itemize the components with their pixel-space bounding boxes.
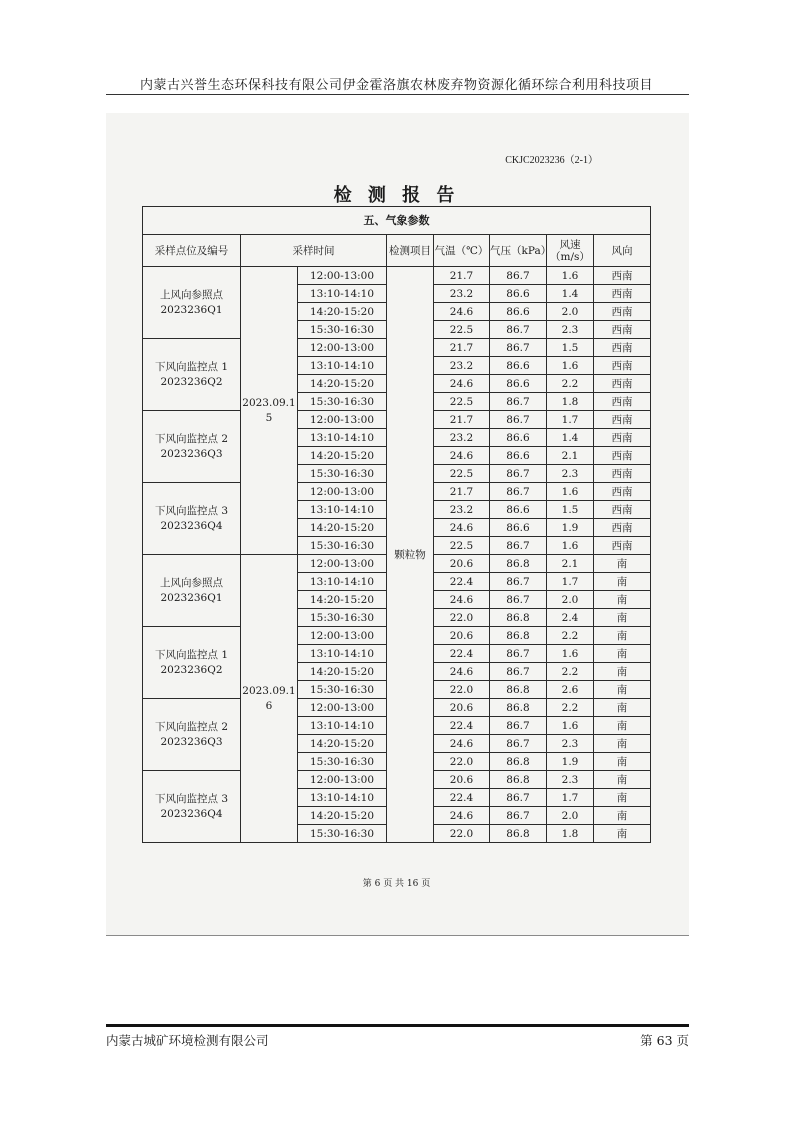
wind-speed-cell: 2.0 — [547, 591, 594, 609]
wind-speed-cell: 2.2 — [547, 663, 594, 681]
temperature-cell: 22.0 — [434, 825, 490, 843]
wind-speed-cell: 1.9 — [547, 753, 594, 771]
wind-direction-cell: 西南 — [594, 267, 651, 285]
wind-speed-cell: 1.8 — [547, 393, 594, 411]
temperature-cell: 24.6 — [434, 663, 490, 681]
pressure-cell: 86.8 — [490, 555, 547, 573]
pressure-cell: 86.7 — [490, 537, 547, 555]
wind-direction-cell: 西南 — [594, 375, 651, 393]
site-cell — [143, 339, 241, 411]
wind-direction-cell: 南 — [594, 789, 651, 807]
sampling-time-cell: 15:30-16:30 — [298, 465, 387, 483]
pressure-cell: 86.7 — [490, 321, 547, 339]
sampling-time-cell: 13:10-14:10 — [298, 285, 387, 303]
site-code: 2023236Q2 — [160, 375, 223, 388]
document-header-title: 内蒙古兴誉生态环保科技有限公司伊金霍洛旗农林废弃物资源化循环综合利用科技项目 — [139, 78, 653, 93]
temperature-cell: 24.6 — [434, 375, 490, 393]
pressure-cell: 86.8 — [490, 753, 547, 771]
sampling-time-cell: 13:10-14:10 — [298, 717, 387, 735]
temperature-cell: 21.7 — [434, 267, 490, 285]
sampling-time-cell: 15:30-16:30 — [298, 609, 387, 627]
temperature-cell: 22.4 — [434, 573, 490, 591]
site-name: 下风向监控点 2 — [154, 432, 229, 445]
pressure-cell: 86.6 — [490, 303, 547, 321]
pressure-cell: 86.7 — [490, 663, 547, 681]
site-code: 2023236Q4 — [160, 519, 223, 532]
pressure-cell: 86.6 — [490, 375, 547, 393]
wind-speed-cell: 2.3 — [547, 771, 594, 789]
site-name: 上风向参照点 — [160, 576, 223, 589]
wind-direction-cell: 南 — [594, 771, 651, 789]
temperature-cell: 21.7 — [434, 339, 490, 357]
meteorological-table-container — [142, 206, 650, 843]
pressure-cell: 86.8 — [490, 627, 547, 645]
temperature-cell: 22.0 — [434, 753, 490, 771]
pressure-cell: 86.7 — [490, 735, 547, 753]
temperature-cell: 22.4 — [434, 789, 490, 807]
pressure-cell: 86.6 — [490, 447, 547, 465]
wind-direction-cell: 南 — [594, 573, 651, 591]
sampling-time-cell: 15:30-16:30 — [298, 681, 387, 699]
site-code: 2023236Q1 — [160, 591, 223, 604]
sampling-time-cell: 13:10-14:10 — [298, 645, 387, 663]
wind-speed-cell: 1.4 — [547, 285, 594, 303]
site-cell — [143, 555, 241, 627]
temperature-cell: 21.7 — [434, 483, 490, 501]
wind-speed-cell: 1.5 — [547, 501, 594, 519]
column-header-wind-direction: 风向 — [594, 235, 651, 267]
wind-direction-cell: 西南 — [594, 339, 651, 357]
column-header-item: 检测项目 — [387, 235, 434, 267]
site-name: 下风向监控点 1 — [154, 648, 229, 661]
wind-speed-cell: 1.6 — [547, 357, 594, 375]
sampling-time-cell: 15:30-16:30 — [298, 753, 387, 771]
wind-direction-cell: 南 — [594, 825, 651, 843]
pressure-cell: 86.7 — [490, 339, 547, 357]
column-header-time: 采样时间 — [241, 235, 387, 267]
temperature-cell: 22.4 — [434, 645, 490, 663]
wind-speed-cell: 1.4 — [547, 429, 594, 447]
pressure-cell: 86.8 — [490, 699, 547, 717]
wind-direction-cell: 南 — [594, 699, 651, 717]
column-header-wind-speed: 风速（m/s） — [547, 235, 594, 267]
temperature-cell: 22.5 — [434, 465, 490, 483]
wind-speed-cell: 2.2 — [547, 699, 594, 717]
pressure-cell: 86.7 — [490, 807, 547, 825]
sampling-time-cell: 12:00-13:00 — [298, 411, 387, 429]
wind-speed-cell: 2.0 — [547, 807, 594, 825]
wind-direction-cell: 西南 — [594, 411, 651, 429]
site-cell — [143, 483, 241, 555]
wind-direction-cell: 西南 — [594, 465, 651, 483]
temperature-cell: 22.5 — [434, 393, 490, 411]
wind-speed-cell: 2.3 — [547, 321, 594, 339]
wind-direction-cell: 西南 — [594, 285, 651, 303]
pressure-cell: 86.7 — [490, 393, 547, 411]
temperature-cell: 24.6 — [434, 303, 490, 321]
site-cell — [143, 771, 241, 843]
pressure-cell: 86.6 — [490, 429, 547, 447]
wind-speed-cell: 2.1 — [547, 555, 594, 573]
temperature-cell: 24.6 — [434, 735, 490, 753]
pressure-cell: 86.7 — [490, 789, 547, 807]
wind-speed-cell: 2.0 — [547, 303, 594, 321]
wind-direction-cell: 南 — [594, 627, 651, 645]
sampling-time-cell: 12:00-13:00 — [298, 339, 387, 357]
site-name: 下风向监控点 3 — [154, 504, 229, 517]
sampling-date-cell: 2023.09.15 — [241, 267, 298, 555]
meteorological-table — [142, 206, 651, 843]
site-code: 2023236Q3 — [160, 735, 223, 748]
wind-direction-cell: 西南 — [594, 393, 651, 411]
wind-direction-cell: 西南 — [594, 447, 651, 465]
wind-direction-cell: 西南 — [594, 501, 651, 519]
sampling-time-cell: 14:20-15:20 — [298, 303, 387, 321]
sampling-time-cell: 14:20-15:20 — [298, 807, 387, 825]
sampling-time-cell: 12:00-13:00 — [298, 699, 387, 717]
pressure-cell: 86.8 — [490, 609, 547, 627]
pressure-cell: 86.7 — [490, 717, 547, 735]
pressure-cell: 86.6 — [490, 501, 547, 519]
temperature-cell: 22.5 — [434, 321, 490, 339]
wind-speed-cell: 1.6 — [547, 645, 594, 663]
section-heading: 五、气象参数 — [143, 207, 651, 235]
temperature-cell: 20.6 — [434, 771, 490, 789]
sampling-time-cell: 14:20-15:20 — [298, 375, 387, 393]
wind-speed-cell: 1.6 — [547, 537, 594, 555]
pressure-cell: 86.6 — [490, 357, 547, 375]
pressure-cell: 86.7 — [490, 483, 547, 501]
pressure-cell: 86.7 — [490, 267, 547, 285]
wind-speed-cell: 2.3 — [547, 735, 594, 753]
pressure-cell: 86.7 — [490, 645, 547, 663]
wind-speed-cell: 1.7 — [547, 411, 594, 429]
sampling-time-cell: 14:20-15:20 — [298, 591, 387, 609]
header-divider — [106, 94, 689, 95]
wind-direction-cell: 南 — [594, 807, 651, 825]
sampling-time-cell: 14:20-15:20 — [298, 735, 387, 753]
sampling-time-cell: 12:00-13:00 — [298, 555, 387, 573]
site-code: 2023236Q3 — [160, 447, 223, 460]
temperature-cell: 23.2 — [434, 285, 490, 303]
temperature-cell: 24.6 — [434, 591, 490, 609]
site-name: 下风向监控点 2 — [154, 720, 229, 733]
wind-direction-cell: 南 — [594, 609, 651, 627]
site-code: 2023236Q4 — [160, 807, 223, 820]
temperature-cell: 24.6 — [434, 807, 490, 825]
pressure-cell: 86.7 — [490, 411, 547, 429]
sampling-time-cell: 13:10-14:10 — [298, 573, 387, 591]
wind-direction-cell: 西南 — [594, 357, 651, 375]
sampling-time-cell: 14:20-15:20 — [298, 663, 387, 681]
site-name: 上风向参照点 — [160, 288, 223, 301]
wind-speed-cell: 2.2 — [547, 375, 594, 393]
sampling-time-cell: 12:00-13:00 — [298, 627, 387, 645]
sampling-time-cell: 13:10-14:10 — [298, 789, 387, 807]
site-code: 2023236Q2 — [160, 663, 223, 676]
report-title: 检 测 报 告 — [333, 185, 460, 206]
sampling-time-cell: 13:10-14:10 — [298, 501, 387, 519]
site-name: 下风向监控点 1 — [154, 360, 229, 373]
temperature-cell: 22.0 — [434, 681, 490, 699]
temperature-cell: 23.2 — [434, 429, 490, 447]
wind-speed-cell: 1.9 — [547, 519, 594, 537]
temperature-cell: 24.6 — [434, 519, 490, 537]
column-header-temperature: 气温（℃） — [434, 235, 490, 267]
wind-direction-cell: 南 — [594, 735, 651, 753]
pressure-cell: 86.7 — [490, 573, 547, 591]
pressure-cell: 86.8 — [490, 771, 547, 789]
wind-speed-cell: 1.7 — [547, 789, 594, 807]
column-header-pressure: 气压（kPa） — [490, 235, 547, 267]
pressure-cell: 86.8 — [490, 825, 547, 843]
sampling-time-cell: 13:10-14:10 — [298, 429, 387, 447]
test-item-cell: 颗粒物 — [387, 267, 434, 843]
wind-direction-cell: 西南 — [594, 519, 651, 537]
sampling-time-cell: 14:20-15:20 — [298, 519, 387, 537]
sampling-time-cell: 15:30-16:30 — [298, 537, 387, 555]
wind-speed-cell: 2.3 — [547, 465, 594, 483]
pressure-cell: 86.6 — [490, 285, 547, 303]
site-name: 下风向监控点 3 — [154, 792, 229, 805]
temperature-cell: 20.6 — [434, 555, 490, 573]
wind-speed-cell: 2.6 — [547, 681, 594, 699]
footer-page-number: 第 63 页 — [640, 1033, 689, 1048]
sampling-time-cell: 12:00-13:00 — [298, 267, 387, 285]
sampling-date-cell: 2023.09.16 — [241, 555, 298, 843]
temperature-cell: 20.6 — [434, 627, 490, 645]
pressure-cell: 86.7 — [490, 591, 547, 609]
wind-speed-cell: 1.6 — [547, 717, 594, 735]
wind-speed-cell: 1.6 — [547, 267, 594, 285]
footer-divider — [106, 1024, 689, 1027]
site-cell — [143, 411, 241, 483]
column-header-site: 采样点位及编号 — [143, 235, 241, 267]
sampling-time-cell: 13:10-14:10 — [298, 357, 387, 375]
sampling-time-cell: 15:30-16:30 — [298, 825, 387, 843]
wind-direction-cell: 西南 — [594, 537, 651, 555]
temperature-cell: 24.6 — [434, 447, 490, 465]
wind-speed-cell: 1.5 — [547, 339, 594, 357]
wind-speed-cell: 1.6 — [547, 483, 594, 501]
temperature-cell: 22.5 — [434, 537, 490, 555]
wind-speed-cell: 1.8 — [547, 825, 594, 843]
report-page-number: 第 6 页 共 16 页 — [362, 879, 431, 889]
wind-direction-cell: 南 — [594, 681, 651, 699]
wind-direction-cell: 西南 — [594, 429, 651, 447]
site-cell — [143, 699, 241, 771]
site-cell — [143, 267, 241, 339]
wind-direction-cell: 南 — [594, 663, 651, 681]
wind-speed-cell: 2.2 — [547, 627, 594, 645]
wind-direction-cell: 南 — [594, 717, 651, 735]
footer-company: 内蒙古城矿环境检测有限公司 — [106, 1033, 269, 1048]
wind-direction-cell: 西南 — [594, 321, 651, 339]
site-cell — [143, 627, 241, 699]
wind-speed-cell: 1.7 — [547, 573, 594, 591]
wind-direction-cell: 西南 — [594, 483, 651, 501]
site-code: 2023236Q1 — [160, 303, 223, 316]
pressure-cell: 86.7 — [490, 465, 547, 483]
wind-direction-cell: 南 — [594, 753, 651, 771]
wind-direction-cell: 南 — [594, 645, 651, 663]
temperature-cell: 20.6 — [434, 699, 490, 717]
pressure-cell: 86.6 — [490, 519, 547, 537]
sampling-time-cell: 15:30-16:30 — [298, 321, 387, 339]
temperature-cell: 23.2 — [434, 501, 490, 519]
temperature-cell: 22.4 — [434, 717, 490, 735]
wind-direction-cell: 西南 — [594, 303, 651, 321]
report-code: CKJC2023236（2-1） — [505, 155, 598, 166]
sampling-time-cell: 15:30-16:30 — [298, 393, 387, 411]
wind-direction-cell: 南 — [594, 555, 651, 573]
sampling-time-cell: 14:20-15:20 — [298, 447, 387, 465]
sampling-time-cell: 12:00-13:00 — [298, 771, 387, 789]
temperature-cell: 23.2 — [434, 357, 490, 375]
sampling-time-cell: 12:00-13:00 — [298, 483, 387, 501]
wind-direction-cell: 南 — [594, 591, 651, 609]
wind-speed-cell: 2.1 — [547, 447, 594, 465]
table-row — [143, 267, 651, 285]
temperature-cell: 22.0 — [434, 609, 490, 627]
temperature-cell: 21.7 — [434, 411, 490, 429]
pressure-cell: 86.8 — [490, 681, 547, 699]
wind-speed-cell: 2.4 — [547, 609, 594, 627]
